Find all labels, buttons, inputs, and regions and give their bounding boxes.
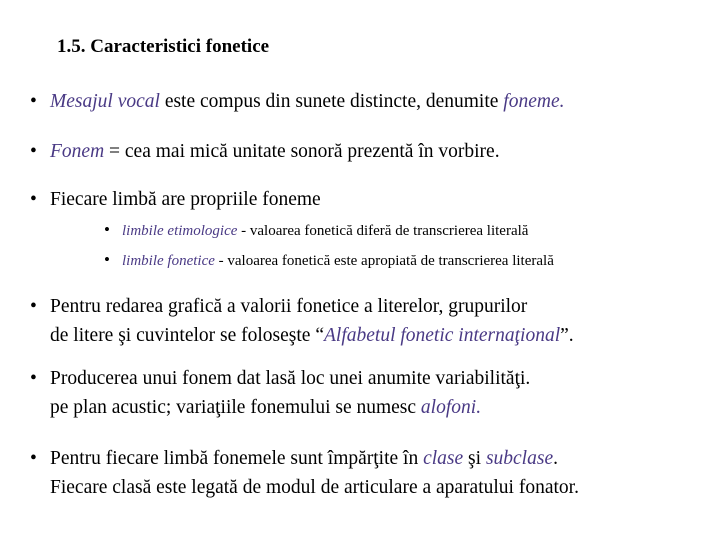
bullet-dot: • [30,91,37,112]
bullet-clase-line2 [50,474,579,501]
term-clase: clase [423,448,464,469]
bullet-end: . [559,91,565,112]
slide-title: 1.5. Caracteristici fonetice [57,36,270,57]
bullet-mesajul-vocal [30,88,564,115]
sub-bullet-text: - valoarea fonetică diferă de transcrierea literală [237,223,529,239]
bullet-dot: • [30,296,37,317]
term-limbile-etimologice: limbile etimologice [122,223,238,239]
bullet-dot: • [30,448,37,469]
sub-bullet-dot: • [104,220,110,239]
sub-bullet-dot: • [104,250,110,269]
bullet-dot: • [30,141,37,162]
bullet-text: = cea mai mică unitate sonoră prezentă în vorbire. [104,141,500,162]
bullet-fiecare-limba [30,186,321,213]
bullet-dot: • [30,189,37,210]
bullet-text: Fiecare limbă are propriile foneme [50,189,321,210]
bullet-alfabet [30,293,527,320]
bullet-line2: Fiecare clasă este legată de modul de articulare a aparatului fonator. [50,477,579,498]
sub-bullet-fonetice [104,250,554,271]
term-alofoni: alofoni [420,397,477,418]
bullet-line2-post: ”. [560,325,574,346]
bullet-line2-post: . [476,397,482,418]
bullet-alfabet-line2 [50,322,574,349]
bullet-mid: şi [463,448,486,469]
bullet-clase [30,445,558,472]
bullet-fonem [30,138,500,165]
bullet-line1-post: . [553,448,558,469]
term-mesajul-vocal: Mesajul vocal [50,91,160,112]
term-foneme: foneme [503,91,560,112]
term-limbile-fonetice: limbile fonetice [122,253,215,269]
term-alfabetul-fonetic: Alfabetul fonetic internaţional [324,325,561,346]
bullet-producerea [30,365,530,392]
bullet-producerea-line2 [50,394,481,421]
bullet-text: este compus din sunete distincte, denumite [159,91,504,112]
bullet-dot: • [30,368,37,389]
sub-bullet-etimologice [104,220,528,241]
term-subclase: subclase [485,448,554,469]
bullet-line1-pre: Pentru fiecare limbă fonemele sunt împărţite în [50,448,424,469]
bullet-line2-pre: de litere şi cuvintelor se foloseşte “ [50,325,324,346]
bullet-line1: Pentru redarea grafică a valorii fonetice a literelor, grupurilor [50,296,528,317]
term-fonem: Fonem [50,141,105,162]
bullet-line1: Producerea unui fonem dat lasă loc unei anumite variabilităţi. [50,368,531,389]
sub-bullet-text: - valoarea fonetică este apropiată de transcrierea literală [214,253,554,269]
bullet-line2-pre: pe plan acustic; variaţiile fonemului se numesc [50,397,421,418]
